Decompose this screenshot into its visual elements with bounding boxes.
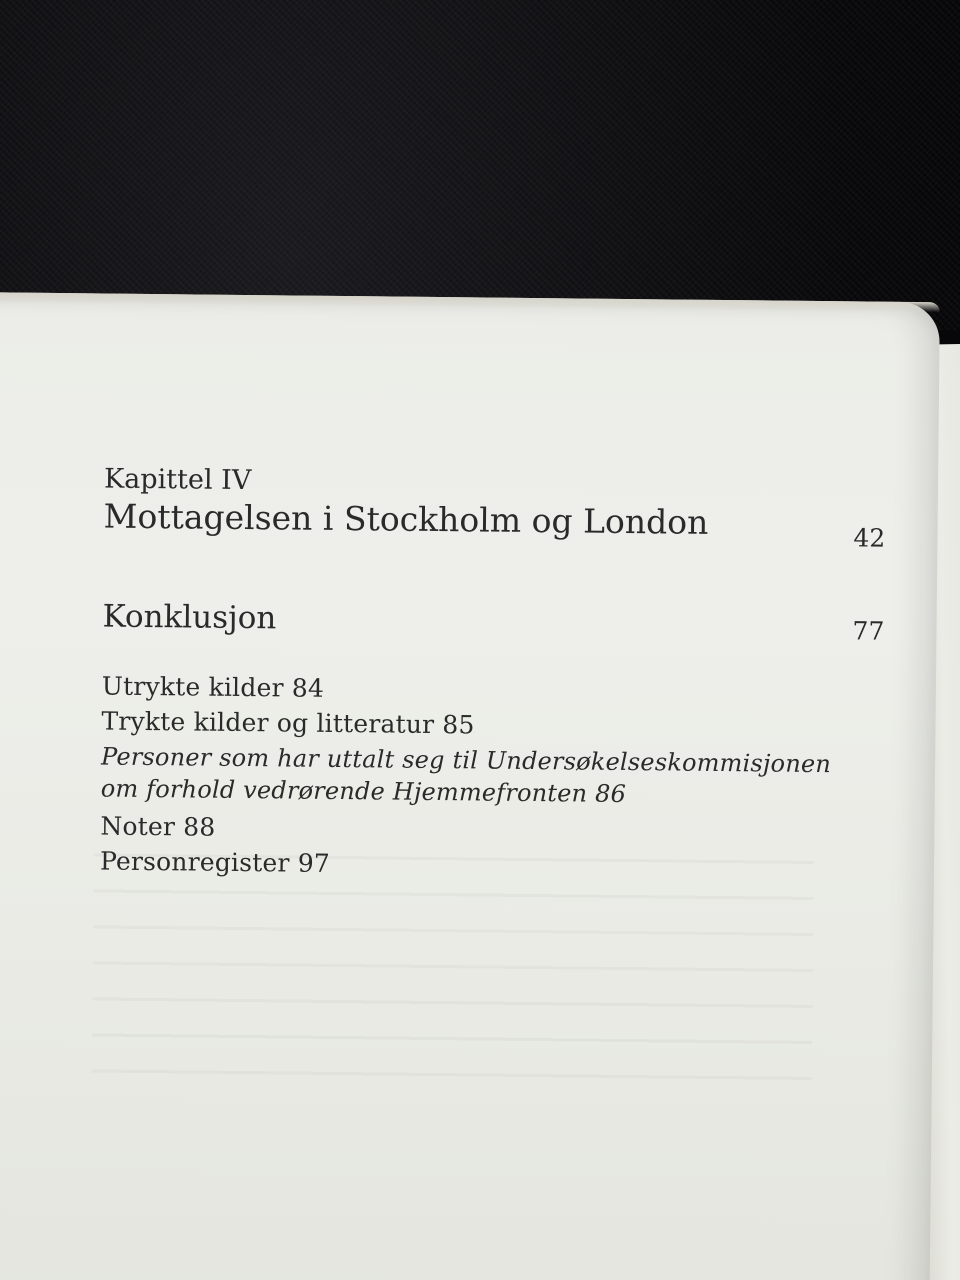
chapter-title: Mottagelsen i Stockholm og London (103, 496, 709, 542)
toc-entry-persons-line-1: Personer som har uttalt seg til Undersøkelseskommisjonen (100, 742, 832, 779)
toc-entry-printed-sources: Trykte kilder og litteratur 85 (101, 706, 475, 740)
dark-fabric-background (0, 0, 960, 330)
book-page (0, 292, 940, 1280)
conclusion-title: Konklusjon (102, 598, 277, 637)
show-through-text (92, 853, 814, 1081)
chapter-label: Kapittel IV (103, 463, 252, 497)
toc-entry-person-index: Personregister 97 (99, 846, 331, 878)
conclusion-page-number: 77 (852, 616, 885, 646)
toc-entry-notes: Noter 88 (100, 811, 216, 842)
toc-entry-unprinted-sources: Utrykte kilder 84 (101, 671, 325, 703)
chapter-page-number: 42 (853, 523, 886, 553)
toc-entry-persons-line-2: om forhold vedrørende Hjemmefronten 86 (100, 774, 627, 809)
